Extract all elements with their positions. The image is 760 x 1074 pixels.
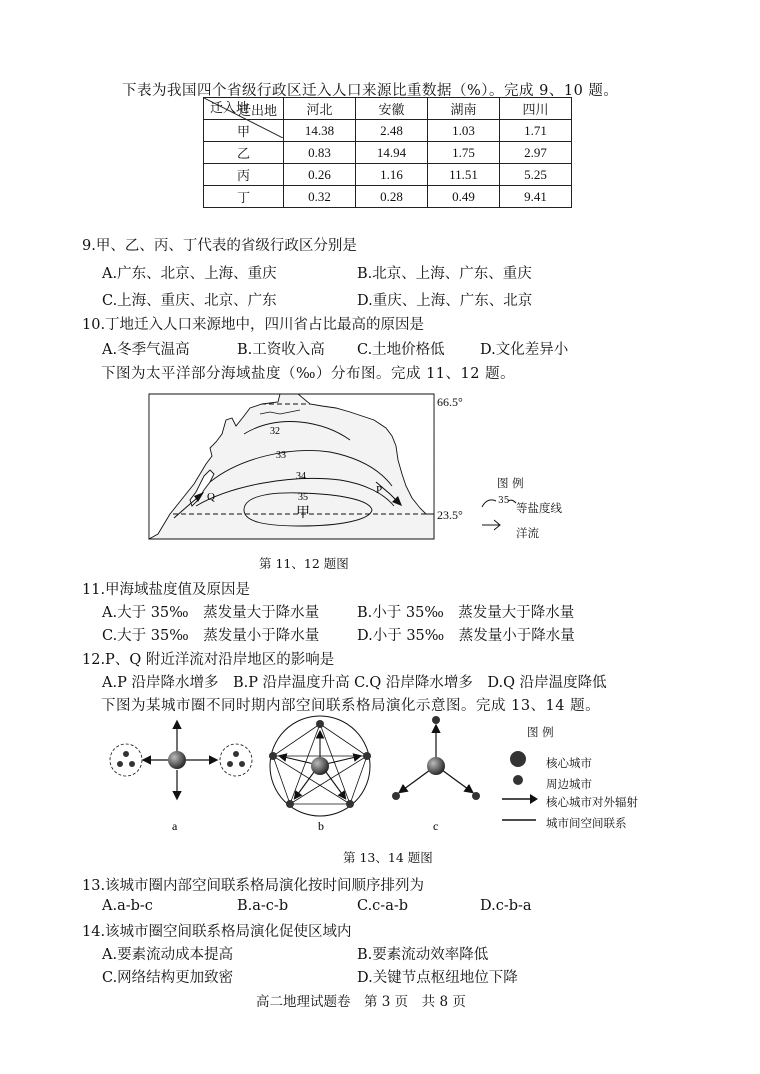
q13-option-b: B.a-c-b bbox=[237, 898, 289, 914]
migration-table bbox=[203, 97, 572, 208]
diagram-a bbox=[110, 722, 252, 798]
q13-option-c: C.c-a-b bbox=[357, 898, 409, 914]
column-header: 河北 bbox=[284, 98, 356, 120]
table-cell: 5.25 bbox=[500, 164, 572, 186]
city-legend-lines bbox=[500, 790, 540, 830]
isoline-label: 34 bbox=[296, 471, 306, 482]
lat-66-5: 66.5° bbox=[437, 395, 463, 409]
diagram-label-c: c bbox=[433, 819, 439, 833]
header-in: 迁入地 bbox=[210, 100, 250, 115]
table-cell: 1.03 bbox=[428, 120, 500, 142]
q14-option-d: D.关键节点枢纽地位下降 bbox=[357, 970, 518, 986]
table-cell: 0.49 bbox=[428, 186, 500, 208]
label-jia: 甲 bbox=[296, 505, 310, 521]
table-cell: 0.83 bbox=[284, 142, 356, 164]
q12-stem: 12.P、Q 附近洋流对沿岸地区的影响是 bbox=[82, 652, 335, 668]
diagram-b bbox=[269, 716, 371, 816]
table-cell: 14.38 bbox=[284, 120, 356, 142]
legend-current-arrow-icon bbox=[480, 518, 504, 532]
page-footer: 高二地理试题卷 第 3 页 共 8 页 bbox=[256, 994, 466, 1010]
q14-option-b: B.要素流动效率降低 bbox=[357, 947, 489, 963]
column-header: 安徽 bbox=[356, 98, 428, 120]
q9-option-b: B.北京、上海、广东、重庆 bbox=[357, 266, 532, 282]
q11-option-d: D.小于 35‰ 蒸发量小于降水量 bbox=[357, 628, 575, 644]
isoline-label: 32 bbox=[270, 426, 280, 437]
city-legend-title: 图 例 bbox=[527, 725, 554, 739]
legend-radiation: 核心城市对外辐射 bbox=[546, 795, 638, 809]
isoline-label: 35 bbox=[298, 492, 308, 503]
table-cell: 1.71 bbox=[500, 120, 572, 142]
city-caption: 第 13、14 题图 bbox=[343, 850, 433, 865]
q13-option-a: A.a-b-c bbox=[102, 898, 153, 914]
q11-option-c: C.大于 35‰ 蒸发量小于降水量 bbox=[102, 628, 320, 644]
map-legend-title: 图 例 bbox=[497, 476, 524, 490]
table-cell: 0.28 bbox=[356, 186, 428, 208]
q14-stem: 14.该城市圈空间联系格局演化促使区域内 bbox=[82, 924, 352, 940]
row-label: 甲 bbox=[204, 120, 284, 142]
q11-stem: 11.甲海域盐度值及原因是 bbox=[82, 582, 251, 598]
diagram-c bbox=[392, 716, 480, 800]
table-cell: 11.51 bbox=[428, 164, 500, 186]
table-cell: 1.75 bbox=[428, 142, 500, 164]
q9-stem: 9.甲、乙、丙、丁代表的省级行政区分别是 bbox=[82, 238, 357, 254]
q12-options: A.P 沿岸降水增多 B.P 沿岸温度升高 C.Q 沿岸降水增多 D.Q 沿岸温度降低 bbox=[102, 675, 607, 691]
table-row bbox=[204, 164, 572, 186]
q10-stem: 10.丁地迁入人口来源地中，四川省占比最高的原因是 bbox=[82, 317, 425, 333]
q14-option-c: C.网络结构更加致密 bbox=[102, 970, 234, 986]
legend-peripheral-city: 周边城市 bbox=[546, 777, 592, 791]
q10-option-c: C.土地价格低 bbox=[357, 342, 445, 358]
label-p: P bbox=[376, 484, 383, 496]
map-caption: 第 11、12 题图 bbox=[259, 556, 349, 571]
table-cell: 0.26 bbox=[284, 164, 356, 186]
q9-option-a: A.广东、北京、上海、重庆 bbox=[102, 266, 277, 282]
legend-core-city: 核心城市 bbox=[546, 756, 592, 770]
q11-option-a: A.大于 35‰ 蒸发量大于降水量 bbox=[102, 605, 320, 621]
table-cell: 14.94 bbox=[356, 142, 428, 164]
q11-option-b: B.小于 35‰ 蒸发量大于降水量 bbox=[357, 605, 575, 621]
table-cell: 2.48 bbox=[356, 120, 428, 142]
row-label: 丁 bbox=[204, 186, 284, 208]
q14-option-a: A.要素流动成本提高 bbox=[102, 947, 234, 963]
q9-option-d: D.重庆、上海、广东、北京 bbox=[357, 293, 533, 309]
row-label: 丙 bbox=[204, 164, 284, 186]
intro-13-14: 下图为某城市圈不同时期内部空间联系格局演化示意图。完成 13、14 题。 bbox=[101, 698, 601, 714]
row-label: 乙 bbox=[204, 142, 284, 164]
table-corner-cell bbox=[204, 98, 284, 120]
table-cell: 9.41 bbox=[500, 186, 572, 208]
q9-option-c: C.上海、重庆、北京、广东 bbox=[102, 293, 277, 309]
core-city-icon bbox=[510, 751, 526, 767]
diagram-label-b: b bbox=[318, 819, 324, 833]
label-q: Q bbox=[207, 491, 215, 503]
table-cell: 1.16 bbox=[356, 164, 428, 186]
q10-option-d: D.文化差异小 bbox=[480, 342, 569, 358]
peripheral-city-icon bbox=[513, 775, 523, 785]
table-cell: 2.97 bbox=[500, 142, 572, 164]
table-row bbox=[204, 186, 572, 208]
legend-isoline-value: 35 bbox=[498, 496, 510, 506]
column-header: 湖南 bbox=[428, 98, 500, 120]
salinity-map bbox=[140, 390, 460, 550]
column-header: 四川 bbox=[500, 98, 572, 120]
lat-23-5: 23.5° bbox=[437, 508, 463, 522]
q10-option-b: B.工资收入高 bbox=[237, 342, 325, 358]
legend-connection: 城市间空间联系 bbox=[546, 816, 627, 830]
legend-current-label: 洋流 bbox=[516, 526, 539, 540]
q10-option-a: A.冬季气温高 bbox=[102, 342, 190, 358]
table-row bbox=[204, 142, 572, 164]
city-diagrams bbox=[100, 712, 500, 842]
q13-stem: 13.该城市圈内部空间联系格局演化按时间顺序排列为 bbox=[82, 878, 425, 894]
isoline-label: 33 bbox=[276, 450, 286, 461]
legend-isoline-label: 等盐度线 bbox=[516, 501, 562, 515]
header-out: 迁出地 bbox=[237, 103, 277, 118]
intro-11-12: 下图为太平洋部分海域盐度（‰）分布图。完成 11、12 题。 bbox=[101, 366, 516, 382]
intro-9-10: 下表为我国四个省级行政区迁入人口来源比重数据（%）。完成 9、10 题。 bbox=[122, 83, 619, 99]
diagram-label-a: a bbox=[172, 819, 178, 833]
table-cell: 0.32 bbox=[284, 186, 356, 208]
q13-option-d: D.c-b-a bbox=[480, 898, 532, 914]
